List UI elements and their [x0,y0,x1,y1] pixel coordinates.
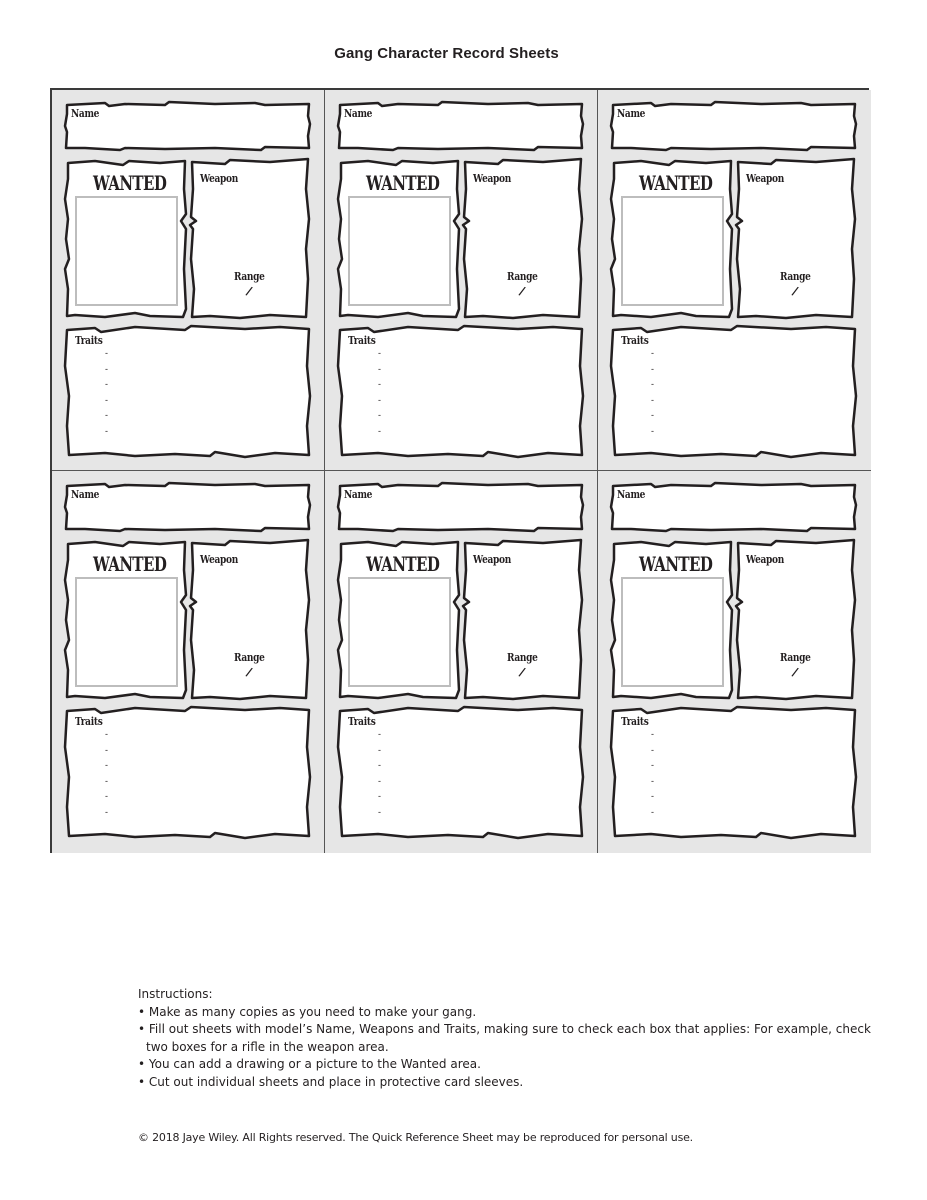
weapon-panel[interactable] [190,159,310,319]
trait-line[interactable]: - [378,806,381,817]
weapon-label: Weapon [746,173,784,186]
trait-line[interactable]: - [651,348,654,358]
wanted-poster[interactable] [611,540,733,700]
weapon-label: Weapon [473,554,511,567]
wanted-title: WANTED [366,553,440,577]
traits-panel[interactable] [611,326,857,458]
trait-line[interactable]: - [105,410,108,421]
trait-line[interactable]: - [105,806,108,817]
trait-line[interactable]: - [105,775,108,786]
trait-line[interactable]: - [378,410,381,421]
wanted-photo-area[interactable] [75,196,178,306]
name-label: Name [344,489,373,502]
traits-panel[interactable] [338,326,584,458]
trait-line[interactable]: - [378,775,381,786]
trait-line[interactable]: - [105,379,108,390]
name-label: Name [617,108,646,121]
traits-panel[interactable] [65,326,311,458]
wanted-photo-area[interactable] [348,196,451,306]
character-sheet [52,90,325,471]
range-mark: / [790,664,800,680]
trait-line[interactable]: - [378,425,381,436]
weapon-panel[interactable] [190,540,310,700]
trait-line[interactable]: - [105,791,108,802]
traits-panel[interactable] [611,707,857,839]
trait-list [378,346,381,440]
instruction-item: • Make as many copies as you need to make your gang. [138,1004,878,1022]
trait-line[interactable]: - [651,744,654,755]
weapon-panel[interactable] [736,159,856,319]
name-label: Name [617,489,646,502]
name-field[interactable] [611,483,857,531]
wanted-poster[interactable] [65,159,187,319]
traits-panel[interactable] [338,707,584,839]
weapon-label: Weapon [200,173,238,186]
range-label: Range [780,652,811,665]
trait-line[interactable]: - [651,775,654,786]
weapon-label: Weapon [746,554,784,567]
range-mark: / [244,283,254,299]
trait-line[interactable]: - [378,379,381,390]
range-label: Range [507,271,538,284]
instruction-item: • Fill out sheets with model’s Name, Weapons and Traits, making sure to check each box that applies: For example, check two boxes for a rifle in the weapon area. [138,1021,878,1056]
wanted-photo-area[interactable] [621,196,724,306]
range-label: Range [780,271,811,284]
page-title: Gang Character Record Sheets [334,45,559,62]
name-label: Name [71,489,100,502]
wanted-poster[interactable] [338,159,460,319]
trait-line[interactable]: - [378,363,381,374]
trait-line[interactable]: - [105,348,108,358]
weapon-panel[interactable] [463,159,583,319]
weapon-panel[interactable] [736,540,856,700]
trait-line[interactable]: - [105,425,108,436]
instructions-list [138,1004,878,1092]
name-field[interactable] [611,102,857,150]
name-field[interactable] [65,483,311,531]
wanted-title: WANTED [93,553,167,577]
trait-list [105,346,108,440]
instructions-heading: Instructions: [138,987,213,1001]
trait-line[interactable]: - [105,363,108,374]
range-mark: / [517,283,527,299]
name-label: Name [344,108,373,121]
trait-line[interactable]: - [378,744,381,755]
trait-line[interactable]: - [378,348,381,358]
name-field[interactable] [65,102,311,150]
trait-line[interactable]: - [378,394,381,405]
wanted-title: WANTED [639,553,713,577]
trait-line[interactable]: - [651,363,654,374]
weapon-label: Weapon [473,173,511,186]
traits-label: Traits [621,716,649,729]
traits-label: Traits [621,335,649,348]
character-sheet [325,90,598,471]
trait-line[interactable]: - [651,760,654,771]
wanted-poster[interactable] [338,540,460,700]
instruction-item: • You can add a drawing or a picture to the Wanted area. [138,1056,878,1074]
traits-label: Traits [348,335,376,348]
wanted-photo-area[interactable] [75,577,178,687]
trait-list [105,727,108,821]
character-sheet [325,471,598,853]
trait-line[interactable]: - [651,394,654,405]
wanted-photo-area[interactable] [621,577,724,687]
name-field[interactable] [338,483,584,531]
traits-label: Traits [75,716,103,729]
character-sheet [598,90,871,471]
wanted-title: WANTED [639,172,713,196]
range-mark: / [244,664,254,680]
name-label: Name [71,108,100,121]
range-label: Range [234,652,265,665]
trait-line[interactable]: - [651,379,654,390]
trait-line[interactable]: - [651,425,654,436]
range-mark: / [790,283,800,299]
trait-list [651,727,654,821]
wanted-title: WANTED [93,172,167,196]
wanted-poster[interactable] [65,540,187,700]
name-field[interactable] [338,102,584,150]
character-sheet [598,471,871,853]
trait-line[interactable]: - [378,791,381,802]
wanted-photo-area[interactable] [348,577,451,687]
trait-line[interactable]: - [651,410,654,421]
range-mark: / [517,664,527,680]
trait-line[interactable]: - [651,806,654,817]
trait-list [651,346,654,440]
instructions [138,986,878,1091]
range-label: Range [234,271,265,284]
trait-line[interactable]: - [105,760,108,771]
trait-line[interactable]: - [105,744,108,755]
wanted-poster[interactable] [611,159,733,319]
wanted-title: WANTED [366,172,440,196]
trait-line[interactable]: - [105,729,108,739]
trait-line[interactable]: - [105,394,108,405]
weapon-label: Weapon [200,554,238,567]
traits-label: Traits [348,716,376,729]
copyright-notice: © 2018 Jaye Wiley. All Rights reserved. The Quick Reference Sheet may be reproduced for personal use. [138,1131,693,1144]
instruction-item: • Cut out individual sheets and place in protective card sleeves. [138,1074,878,1092]
weapon-panel[interactable] [463,540,583,700]
character-sheet [52,471,325,853]
character-sheet-grid [50,88,869,853]
trait-list [378,727,381,821]
range-label: Range [507,652,538,665]
traits-panel[interactable] [65,707,311,839]
trait-line[interactable]: - [378,729,381,739]
trait-line[interactable]: - [378,760,381,771]
traits-label: Traits [75,335,103,348]
trait-line[interactable]: - [651,729,654,739]
trait-line[interactable]: - [651,791,654,802]
